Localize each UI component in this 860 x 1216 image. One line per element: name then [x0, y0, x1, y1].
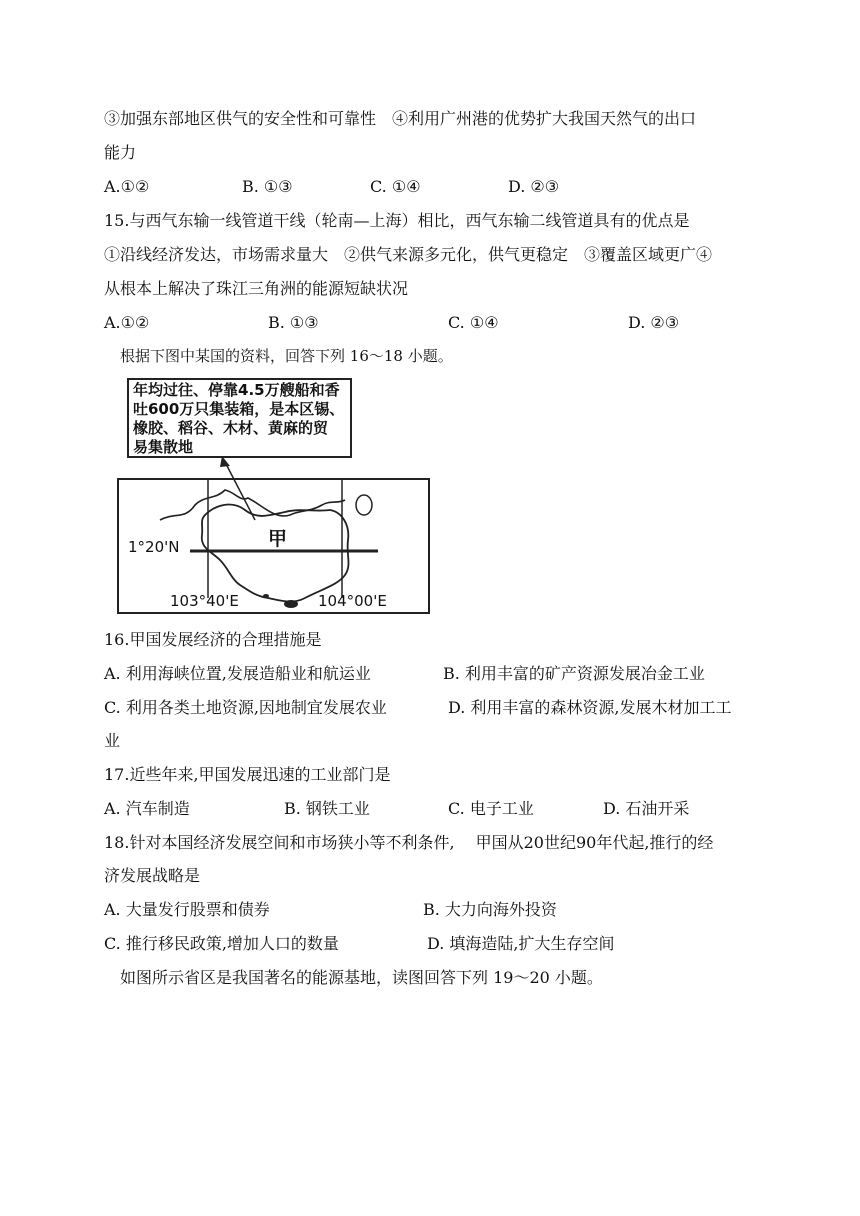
q14-option-a: A.①② [104, 177, 150, 196]
q17-stem: 17.近些年来,甲国发展迅速的工业部门是 [104, 765, 391, 784]
longitude-label-left: 103°40'E [170, 592, 239, 610]
q18-stem-cont: 济发展战略是 [104, 866, 201, 885]
q17-option-c: C. 电子工业 [448, 799, 534, 818]
q15-stem: 15.与西气东输一线管道干线（轮南—上海）相比，西气东输二线管道具有的优点是 [104, 211, 690, 230]
q15-option-c: C. ①④ [448, 313, 499, 332]
q14-option-b: B. ①③ [242, 177, 293, 196]
q15-statements-cont: 从根本上解决了珠江三角洲的能源短缺状况 [104, 279, 409, 298]
q18-option-d: D. 填海造陆,扩大生存空间 [427, 934, 615, 953]
q16-option-a: A. 利用海峡位置,发展造船业和航运业 [104, 664, 371, 683]
longitude-label-right: 104°00'E [318, 592, 387, 610]
latitude-label: 1°20'N [128, 538, 180, 556]
q14-option-d: D. ②③ [508, 177, 560, 196]
q16-option-c: C. 利用各类土地资源,因地制宜发展农业 [104, 698, 387, 717]
q14-option-line-cont: 能力 [104, 143, 137, 162]
q18-stem: 18.针对本国经济发展空间和市场狭小等不利条件, 甲国从20世纪90年代起,推行的经 [104, 833, 714, 852]
small-island [263, 594, 269, 598]
q16-option-b: B. 利用丰富的矿产资源发展冶金工业 [443, 664, 705, 683]
section-intro-19-20: 如图所示省区是我国著名的能源基地，读图回答下列 19～20 小题。 [120, 968, 603, 987]
map-callout-box: 年均过往、停靠4.5万艘船和香 吐600万只集装箱，是本区锡、 橡胶、稻谷、木材、黄麻的贸 易集散地 [127, 378, 352, 458]
small-island [284, 600, 298, 608]
q15-statements: ①沿线经济发达，市场需求量大 ②供气来源多元化，供气更稳定 ③覆盖区域更广④ [104, 245, 713, 264]
q18-option-b: B. 大力向海外投资 [423, 900, 557, 919]
q17-option-a: A. 汽车制造 [104, 799, 190, 818]
q17-option-b: B. 钢铁工业 [284, 799, 370, 818]
q16-option-d: D. 利用丰富的森林资源,发展木材加工工 [448, 698, 732, 717]
q15-option-b: B. ①③ [268, 313, 319, 332]
q18-option-a: A. 大量发行股票和债券 [104, 900, 270, 919]
island-outline [202, 505, 349, 602]
q15-option-d: D. ②③ [628, 313, 680, 332]
q16-option-d-cont: 业 [104, 731, 121, 750]
q14-option-line: ③加强东部地区供气的安全性和可靠性 ④利用广州港的优势扩大我国天然气的出口 [104, 109, 697, 128]
small-island [356, 495, 372, 515]
q15-option-a: A.①② [104, 313, 150, 332]
section-intro-16-18: 根据下图中某国的资料，回答下列 16～18 小题。 [120, 347, 453, 365]
q14-option-c: C. ①④ [370, 177, 421, 196]
country-label: 甲 [268, 528, 288, 550]
q18-option-c: C. 推行移民政策,增加人口的数量 [104, 934, 339, 953]
q16-stem: 16.甲国发展经济的合理措施是 [104, 630, 322, 649]
q17-option-d: D. 石油开采 [603, 799, 690, 818]
